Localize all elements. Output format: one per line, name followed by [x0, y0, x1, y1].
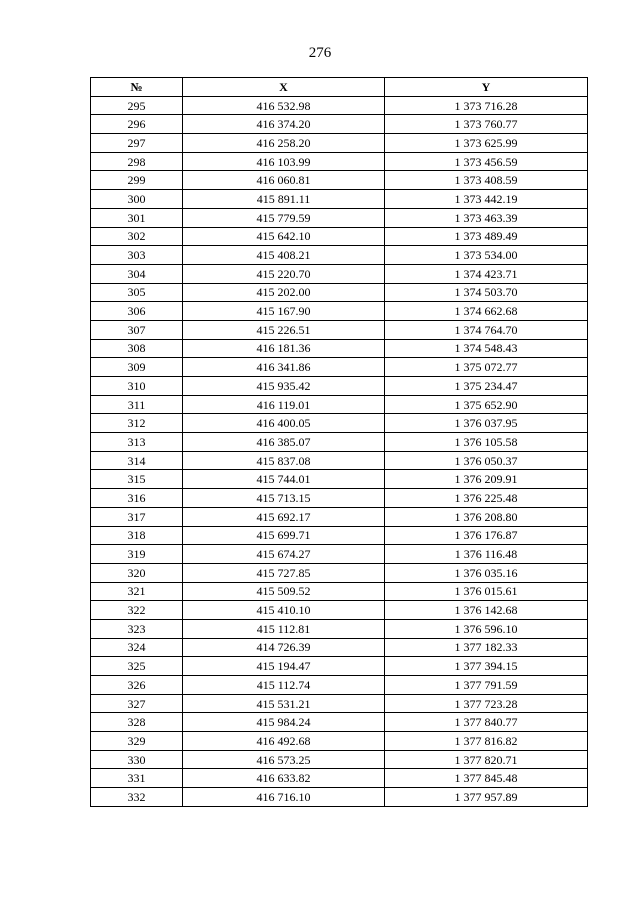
table-row	[91, 395, 588, 414]
cell-number: 326	[91, 676, 183, 695]
cell-number: 327	[91, 694, 183, 713]
table-row	[91, 638, 588, 657]
cell-x: 415 642.10	[183, 227, 385, 246]
table-row	[91, 750, 588, 769]
cell-number: 320	[91, 563, 183, 582]
cell-x: 415 674.27	[183, 545, 385, 564]
cell-number: 309	[91, 358, 183, 377]
table-row	[91, 451, 588, 470]
table-row	[91, 190, 588, 209]
cell-x: 416 532.98	[183, 96, 385, 115]
cell-y: 1 374 503.70	[385, 283, 588, 302]
cell-x: 416 119.01	[183, 395, 385, 414]
cell-number: 310	[91, 377, 183, 396]
cell-x: 416 716.10	[183, 788, 385, 807]
cell-number: 324	[91, 638, 183, 657]
table-row	[91, 619, 588, 638]
cell-x: 416 633.82	[183, 769, 385, 788]
cell-number: 313	[91, 433, 183, 452]
cell-y: 1 375 072.77	[385, 358, 588, 377]
cell-number: 298	[91, 152, 183, 171]
table-row	[91, 657, 588, 676]
cell-x: 416 492.68	[183, 732, 385, 751]
cell-number: 323	[91, 619, 183, 638]
cell-x: 415 167.90	[183, 302, 385, 321]
cell-y: 1 373 760.77	[385, 115, 588, 134]
table-row	[91, 414, 588, 433]
cell-number: 317	[91, 507, 183, 526]
cell-number: 319	[91, 545, 183, 564]
cell-y: 1 377 816.82	[385, 732, 588, 751]
table-row	[91, 134, 588, 153]
table-row	[91, 769, 588, 788]
page-number: 276	[308, 45, 332, 61]
cell-number: 316	[91, 489, 183, 508]
cell-y: 1 374 764.70	[385, 320, 588, 339]
cell-x: 415 984.24	[183, 713, 385, 732]
cell-x: 415 692.17	[183, 507, 385, 526]
cell-y: 1 373 716.28	[385, 96, 588, 115]
cell-y: 1 373 625.99	[385, 134, 588, 153]
table-row	[91, 264, 588, 283]
cell-number: 311	[91, 395, 183, 414]
cell-y: 1 376 142.68	[385, 601, 588, 620]
cell-x: 415 891.11	[183, 190, 385, 209]
cell-number: 314	[91, 451, 183, 470]
cell-x: 416 060.81	[183, 171, 385, 190]
table-row	[91, 694, 588, 713]
cell-x: 415 837.08	[183, 451, 385, 470]
cell-x: 415 202.00	[183, 283, 385, 302]
cell-x: 415 699.71	[183, 526, 385, 545]
cell-x: 415 779.59	[183, 208, 385, 227]
table-row	[91, 788, 588, 807]
cell-y: 1 377 820.71	[385, 750, 588, 769]
cell-number: 332	[91, 788, 183, 807]
cell-x: 416 341.86	[183, 358, 385, 377]
cell-y: 1 376 105.58	[385, 433, 588, 452]
cell-number: 306	[91, 302, 183, 321]
table-row	[91, 302, 588, 321]
cell-x: 415 112.81	[183, 619, 385, 638]
table-row	[91, 489, 588, 508]
cell-number: 301	[91, 208, 183, 227]
cell-x: 415 713.15	[183, 489, 385, 508]
cell-y: 1 374 548.43	[385, 339, 588, 358]
table-row	[91, 283, 588, 302]
cell-x: 416 400.05	[183, 414, 385, 433]
cell-x: 414 726.39	[183, 638, 385, 657]
cell-y: 1 377 182.33	[385, 638, 588, 657]
cell-number: 308	[91, 339, 183, 358]
cell-number: 300	[91, 190, 183, 209]
cell-y: 1 373 534.00	[385, 246, 588, 265]
cell-y: 1 376 596.10	[385, 619, 588, 638]
cell-y: 1 376 116.48	[385, 545, 588, 564]
cell-number: 305	[91, 283, 183, 302]
table-row	[91, 526, 588, 545]
table-row	[91, 320, 588, 339]
cell-y: 1 376 208.80	[385, 507, 588, 526]
cell-y: 1 373 456.59	[385, 152, 588, 171]
cell-number: 322	[91, 601, 183, 620]
cell-number: 328	[91, 713, 183, 732]
cell-x: 415 727.85	[183, 563, 385, 582]
cell-number: 318	[91, 526, 183, 545]
table-row	[91, 507, 588, 526]
header-number: №	[91, 78, 183, 97]
cell-x: 415 220.70	[183, 264, 385, 283]
table-row	[91, 227, 588, 246]
cell-number: 302	[91, 227, 183, 246]
cell-y: 1 377 791.59	[385, 676, 588, 695]
cell-number: 331	[91, 769, 183, 788]
cell-x: 415 531.21	[183, 694, 385, 713]
table-row	[91, 713, 588, 732]
cell-x: 416 385.07	[183, 433, 385, 452]
cell-y: 1 373 442.19	[385, 190, 588, 209]
cell-y: 1 376 050.37	[385, 451, 588, 470]
table-header-row	[91, 78, 588, 97]
table-body	[91, 96, 588, 806]
cell-x: 416 374.20	[183, 115, 385, 134]
table-row	[91, 732, 588, 751]
table-row	[91, 676, 588, 695]
cell-x: 415 226.51	[183, 320, 385, 339]
cell-number: 299	[91, 171, 183, 190]
cell-number: 296	[91, 115, 183, 134]
cell-y: 1 376 035.16	[385, 563, 588, 582]
cell-y: 1 377 394.15	[385, 657, 588, 676]
cell-y: 1 374 423.71	[385, 264, 588, 283]
cell-y: 1 377 840.77	[385, 713, 588, 732]
cell-number: 295	[91, 96, 183, 115]
cell-number: 303	[91, 246, 183, 265]
table-row	[91, 377, 588, 396]
cell-y: 1 373 408.59	[385, 171, 588, 190]
cell-y: 1 375 234.47	[385, 377, 588, 396]
header-y: Y	[385, 78, 588, 97]
cell-y: 1 373 489.49	[385, 227, 588, 246]
cell-y: 1 376 037.95	[385, 414, 588, 433]
cell-x: 415 410.10	[183, 601, 385, 620]
cell-number: 329	[91, 732, 183, 751]
table-row	[91, 470, 588, 489]
cell-y: 1 376 209.91	[385, 470, 588, 489]
table-row	[91, 582, 588, 601]
table-row	[91, 339, 588, 358]
cell-x: 416 103.99	[183, 152, 385, 171]
table-row	[91, 208, 588, 227]
table-row	[91, 563, 588, 582]
cell-x: 415 509.52	[183, 582, 385, 601]
cell-number: 330	[91, 750, 183, 769]
cell-number: 297	[91, 134, 183, 153]
cell-x: 416 573.25	[183, 750, 385, 769]
cell-x: 415 935.42	[183, 377, 385, 396]
cell-number: 307	[91, 320, 183, 339]
cell-y: 1 373 463.39	[385, 208, 588, 227]
cell-y: 1 376 225.48	[385, 489, 588, 508]
header-x: X	[183, 78, 385, 97]
cell-number: 304	[91, 264, 183, 283]
table-row	[91, 115, 588, 134]
table-row	[91, 545, 588, 564]
cell-y: 1 377 845.48	[385, 769, 588, 788]
table-row	[91, 96, 588, 115]
table-row	[91, 171, 588, 190]
cell-x: 416 181.36	[183, 339, 385, 358]
cell-number: 315	[91, 470, 183, 489]
cell-number: 321	[91, 582, 183, 601]
coordinates-table	[90, 77, 588, 807]
cell-x: 416 258.20	[183, 134, 385, 153]
table-row	[91, 358, 588, 377]
cell-y: 1 374 662.68	[385, 302, 588, 321]
cell-y: 1 377 723.28	[385, 694, 588, 713]
cell-number: 325	[91, 657, 183, 676]
table-row	[91, 246, 588, 265]
cell-y: 1 375 652.90	[385, 395, 588, 414]
cell-x: 415 194.47	[183, 657, 385, 676]
cell-x: 415 408.21	[183, 246, 385, 265]
cell-number: 312	[91, 414, 183, 433]
cell-x: 415 112.74	[183, 676, 385, 695]
cell-y: 1 377 957.89	[385, 788, 588, 807]
table-row	[91, 433, 588, 452]
table-row	[91, 601, 588, 620]
cell-y: 1 376 176.87	[385, 526, 588, 545]
table-row	[91, 152, 588, 171]
cell-y: 1 376 015.61	[385, 582, 588, 601]
cell-x: 415 744.01	[183, 470, 385, 489]
